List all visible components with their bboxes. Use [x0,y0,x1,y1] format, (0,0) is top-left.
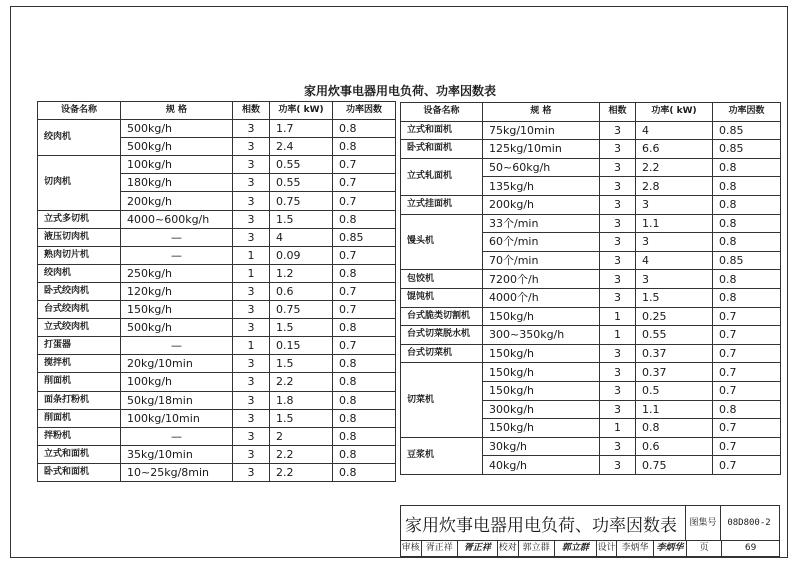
power-factor: 0.7 [333,156,396,174]
equipment-name: 切肉机 [38,156,121,210]
spec: 100kg/h [121,156,233,174]
power-factor: 0.7 [333,301,396,319]
power-factor: 0.7 [333,337,396,355]
column-header: 相数 [233,102,270,120]
header-row [38,102,396,120]
phases: 3 [600,400,636,419]
title-block [400,505,780,557]
equipment-name: 削面机 [38,409,121,427]
power-kw: 0.55 [270,174,333,192]
table-row [401,214,781,233]
phases: 1 [600,326,636,345]
phases: 3 [600,251,636,270]
spec: 135kg/h [483,177,600,196]
power-kw: 0.25 [636,307,713,326]
spec: 150kg/h [483,381,600,400]
phases: 3 [233,427,270,445]
phases: 3 [600,437,636,456]
spec: — [121,337,233,355]
power-factor: 0.7 [713,437,781,456]
table-title: 家用炊事电器用电负荷、功率因数表 [303,84,496,98]
power-kw: 0.6 [270,282,333,300]
table-row [401,344,781,363]
equipment-name: 切菜机 [401,363,483,437]
column-header: 规 格 [121,102,233,120]
power-factor: 0.8 [333,120,396,138]
power-factor: 0.8 [333,427,396,445]
spec: 180kg/h [121,174,233,192]
equipment-name: 台式脆类切割机 [401,307,483,326]
phases: 3 [233,319,270,337]
table-row [38,355,396,373]
power-factor: 0.85 [713,251,781,270]
power-factor: 0.8 [713,177,781,196]
phases: 3 [233,409,270,427]
power-kw: 0.5 [636,381,713,400]
power-kw: 1.5 [270,210,333,228]
spec: 75kg/10min [483,121,600,140]
power-kw: 1.1 [636,214,713,233]
power-factor: 0.7 [713,326,781,345]
phases: 3 [600,195,636,214]
atlas-number: 08D800-2 [727,518,771,528]
power-kw: 0.15 [270,337,333,355]
power-kw: 0.37 [636,363,713,382]
spec: 40kg/h [483,456,600,475]
spec: 7200个/h [483,270,600,289]
equipment-name: 立式挂面机 [401,195,483,214]
spec: 20kg/10min [121,355,233,373]
table-row [401,140,781,159]
table-row [401,195,781,214]
equipment-name: 打蛋器 [38,337,121,355]
power-factor: 0.85 [713,140,781,159]
power-kw: 6.6 [636,140,713,159]
phases: 3 [233,228,270,246]
power-kw: 4 [636,121,713,140]
table-row [401,158,781,177]
phases: 3 [600,233,636,252]
equipment-name: 立式和面机 [401,121,483,140]
phases: 1 [233,337,270,355]
phases: 3 [600,214,636,233]
equipment-name: 馄饨机 [401,288,483,307]
spec: 500kg/h [121,319,233,337]
page-label: 页 [687,540,722,556]
checker: 郭立群 [519,540,555,556]
spec: 100kg/h [121,373,233,391]
equipment-name: 立式多切机 [38,210,121,228]
equipment-name: 立式和面机 [38,445,121,463]
power-kw: 2.2 [636,158,713,177]
column-header: 设备名称 [401,103,483,122]
power-factor: 0.8 [333,138,396,156]
column-header: 功率因数 [333,102,396,120]
spec: 150kg/h [121,301,233,319]
power-kw: 2.2 [270,463,333,481]
spec: 125kg/10min [483,140,600,159]
spec: 33个/min [483,214,600,233]
spec: 35kg/10min [121,445,233,463]
phases: 3 [233,355,270,373]
column-header: 相数 [600,103,636,122]
power-factor: 0.8 [713,233,781,252]
power-factor: 0.7 [713,344,781,363]
equipment-name: 拌粉机 [38,427,121,445]
column-header: 功率因数 [713,103,781,122]
right-table [400,102,781,475]
column-header: 规 格 [483,103,600,122]
equipment-name: 台式绞肉机 [38,301,121,319]
reviewer-signature: 胥正祥 [458,540,498,556]
power-factor: 0.8 [713,270,781,289]
power-kw: 3 [636,270,713,289]
spec: 250kg/h [121,264,233,282]
reviewer: 胥正祥 [422,540,458,556]
power-kw: 1.5 [636,288,713,307]
power-factor: 0.8 [713,288,781,307]
spec: 200kg/h [121,192,233,210]
power-kw: 2.2 [270,373,333,391]
spec: 150kg/h [483,344,600,363]
power-factor: 0.85 [333,228,396,246]
table-row [38,228,396,246]
power-kw: 0.55 [636,326,713,345]
phases: 3 [600,288,636,307]
power-kw: 2.4 [270,138,333,156]
phases: 3 [600,140,636,159]
power-factor: 0.8 [333,264,396,282]
power-factor: 0.7 [333,282,396,300]
spec: — [121,228,233,246]
power-kw: 0.75 [270,192,333,210]
equipment-name: 绞肉机 [38,264,121,282]
table-row [401,121,781,140]
power-kw: 1.2 [270,264,333,282]
spec: 200kg/h [483,195,600,214]
power-kw: 1.5 [270,355,333,373]
power-kw: 2.8 [636,177,713,196]
power-factor: 0.7 [713,381,781,400]
spec: 10~25kg/8min [121,463,233,481]
phases: 3 [600,456,636,475]
power-kw: 1.5 [270,409,333,427]
design-label: 设计 [597,540,618,556]
power-factor: 0.8 [713,400,781,419]
phases: 3 [233,391,270,409]
phases: 3 [233,301,270,319]
table-row [38,264,396,282]
phases: 3 [233,156,270,174]
power-factor: 0.85 [713,121,781,140]
spec: 500kg/h [121,120,233,138]
power-factor: 0.8 [333,445,396,463]
spec: 120kg/h [121,282,233,300]
spec: 4000~600kg/h [121,210,233,228]
phases: 3 [233,138,270,156]
spec: 30kg/h [483,437,600,456]
spec: 70个/min [483,251,600,270]
phases: 3 [233,174,270,192]
power-factor: 0.8 [713,214,781,233]
phases: 3 [233,463,270,481]
header-row [401,103,781,122]
equipment-name: 面条打粉机 [38,391,121,409]
table-row [38,373,396,391]
power-factor: 0.7 [333,174,396,192]
power-kw: 0.37 [636,344,713,363]
table-row [401,326,781,345]
equipment-name: 馒头机 [401,214,483,270]
phases: 3 [233,445,270,463]
power-factor: 0.8 [333,391,396,409]
table-row [401,437,781,456]
table-row [38,120,396,138]
column-header: 功率( kW) [636,103,713,122]
equipment-name: 豆浆机 [401,437,483,474]
phases: 3 [600,381,636,400]
designer-signature: 李炳华 [654,540,687,556]
power-kw: 3 [636,195,713,214]
phases: 3 [600,363,636,382]
table-row [38,409,396,427]
phases: 3 [600,344,636,363]
table-row [38,301,396,319]
table-row [38,246,396,264]
title-block-title: 家用炊事电器用电负荷、功率因数表 [405,516,677,536]
phases: 3 [233,120,270,138]
phases: 3 [233,192,270,210]
phases: 3 [600,270,636,289]
designer: 李炳华 [617,540,653,556]
power-kw: 2 [270,427,333,445]
equipment-name: 立式轧面机 [401,158,483,195]
table-row [38,463,396,481]
spec: 150kg/h [483,307,600,326]
phases: 1 [600,307,636,326]
table-row [38,282,396,300]
column-header: 设备名称 [38,102,121,120]
review-label: 审核 [401,540,422,556]
spec: 300~350kg/h [483,326,600,345]
spec: 150kg/h [483,363,600,382]
equipment-name: 熟肉切片机 [38,246,121,264]
power-factor: 0.8 [333,319,396,337]
power-kw: 0.75 [636,456,713,475]
phases: 1 [233,264,270,282]
check-label: 校对 [498,540,519,556]
phases: 1 [233,246,270,264]
column-header: 功率( kW) [270,102,333,120]
power-factor: 0.8 [333,373,396,391]
atlas-label: 图集号 [685,506,721,540]
power-factor: 0.7 [333,246,396,264]
phases: 3 [600,158,636,177]
power-factor: 0.8 [713,158,781,177]
table-row [38,445,396,463]
power-kw: 2.2 [270,445,333,463]
power-kw: 4 [636,251,713,270]
table-row [401,288,781,307]
power-kw: 0.55 [270,156,333,174]
power-factor: 0.7 [713,456,781,475]
table-row [401,270,781,289]
power-factor: 0.7 [713,307,781,326]
equipment-name: 台式切菜机 [401,344,483,363]
power-factor: 0.8 [333,210,396,228]
spec: 60个/min [483,233,600,252]
power-kw: 1.7 [270,120,333,138]
table-row [38,427,396,445]
power-factor: 0.8 [713,195,781,214]
table-row [38,210,396,228]
left-table [37,101,396,482]
phases: 3 [233,373,270,391]
power-factor: 0.8 [333,463,396,481]
equipment-name: 立式绞肉机 [38,319,121,337]
power-kw: 1.5 [270,319,333,337]
phases: 3 [600,121,636,140]
page-number: 69 [744,543,757,553]
table-row [38,391,396,409]
power-kw: 0.8 [636,419,713,438]
equipment-name: 卧式和面机 [38,463,121,481]
equipment-name: 搅拌机 [38,355,121,373]
table-row [401,307,781,326]
power-kw: 4 [270,228,333,246]
power-kw: 1.8 [270,391,333,409]
spec: 500kg/h [121,138,233,156]
spec: — [121,246,233,264]
spec: 150kg/h [483,419,600,438]
spec: 50~60kg/h [483,158,600,177]
spec: 300kg/h [483,400,600,419]
power-factor: 0.8 [333,355,396,373]
table-row [38,156,396,174]
equipment-name: 削面机 [38,373,121,391]
power-kw: 1.1 [636,400,713,419]
equipment-name: 液压切肉机 [38,228,121,246]
table-row [38,337,396,355]
equipment-name: 卧式绞肉机 [38,282,121,300]
power-factor: 0.7 [713,363,781,382]
spec: 50kg/18min [121,391,233,409]
equipment-name: 包饺机 [401,270,483,289]
table-row [401,363,781,382]
spec: — [121,427,233,445]
spec: 4000个/h [483,288,600,307]
equipment-name: 卧式和面机 [401,140,483,159]
phases: 3 [233,210,270,228]
phases: 1 [600,419,636,438]
checker-signature: 郭立群 [555,540,597,556]
equipment-name: 绞肉机 [38,120,121,156]
power-factor: 0.8 [333,409,396,427]
power-kw: 0.09 [270,246,333,264]
power-kw: 0.6 [636,437,713,456]
power-factor: 0.7 [333,192,396,210]
spec: 100kg/10min [121,409,233,427]
equipment-name: 台式切菜脱水机 [401,326,483,345]
phases: 3 [600,177,636,196]
power-kw: 0.75 [270,301,333,319]
phases: 3 [233,282,270,300]
power-factor: 0.7 [713,419,781,438]
power-kw: 3 [636,233,713,252]
table-row [38,319,396,337]
